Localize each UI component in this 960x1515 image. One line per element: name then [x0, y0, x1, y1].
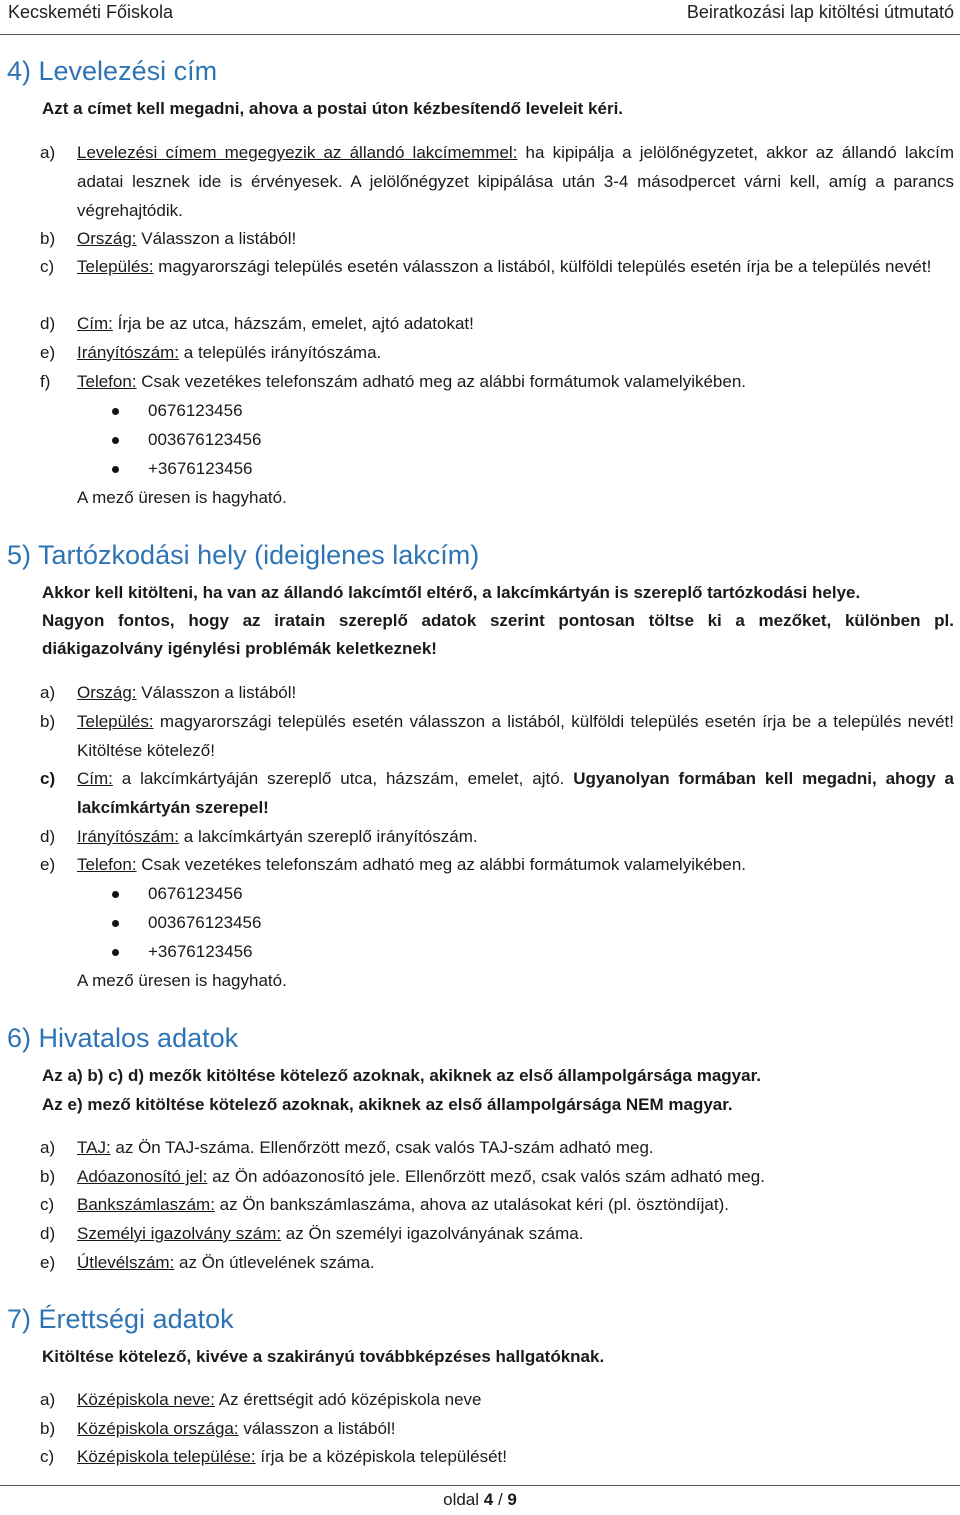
- s5-item-b: [40, 708, 954, 766]
- phone-format: 0676123456: [148, 401, 243, 420]
- bullet-icon: [112, 920, 119, 927]
- field-name: Irányítószám:: [77, 343, 180, 362]
- header-rule: [0, 34, 960, 35]
- s5-item-d: [40, 823, 954, 852]
- item-label: c): [40, 1447, 55, 1466]
- section-4-title: 4) Levelezési cím: [7, 56, 218, 86]
- field-name: Személyi igazolvány szám:: [77, 1224, 282, 1243]
- section-6-intro-2: Az e) mező kitöltése kötelező azoknak, akiknek az első állampolgársága NEM magyar.: [42, 1095, 733, 1114]
- s4-item-f: [40, 368, 954, 397]
- s4-item-c: [40, 253, 954, 282]
- phone-format: 003676123456: [148, 913, 262, 932]
- bullet-icon: [112, 891, 119, 898]
- item-label: c): [40, 1195, 55, 1214]
- field-emphasis: Ugyanolyan formában kell megadni, ahogy a lakcímkártyán szerepel!: [77, 769, 954, 817]
- field-name: Ország:: [77, 229, 137, 248]
- s6-item-b: [40, 1163, 954, 1192]
- field-name: Irányítószám:: [77, 827, 180, 846]
- page-header: [0, 0, 960, 34]
- s6-item-a: [40, 1134, 954, 1163]
- footer-rule: [0, 1485, 960, 1486]
- field-name: Középiskola országa:: [77, 1419, 239, 1438]
- s6-item-c: [40, 1191, 954, 1220]
- field-name: Település:: [77, 712, 154, 731]
- s4-item-b: [40, 225, 954, 254]
- current-page: 4: [483, 1490, 494, 1509]
- bullet-icon: [112, 437, 119, 444]
- item-label: c): [40, 769, 56, 788]
- item-label: c): [40, 257, 55, 276]
- phone-format: 0676123456: [148, 884, 243, 903]
- field-name: Levelezési címem megegyezik az állandó lakcímemmel:: [77, 143, 518, 162]
- item-label: e): [40, 855, 56, 874]
- field-desc: Válasszon a listából!: [136, 683, 297, 702]
- field-desc: írja be a középiskola települését!: [255, 1447, 507, 1466]
- s6-item-e: [40, 1249, 954, 1278]
- footer-sep: /: [493, 1490, 508, 1509]
- section-6-intro-1: Az a) b) c) d) mezők kitöltése kötelező azoknak, akiknek az első állampolgársága magyar.: [42, 1066, 761, 1085]
- item-label: d): [40, 1224, 56, 1243]
- section-4-intro: Azt a címet kell megadni, ahova a postai úton kézbesítendő leveleit kéri.: [42, 99, 624, 118]
- item-label: b): [40, 712, 56, 731]
- s5-item-c: [40, 765, 954, 823]
- field-name: Útlevélszám:: [77, 1253, 175, 1272]
- field-desc: az Ön személyi igazolványának száma.: [281, 1224, 584, 1243]
- bullet-icon: [112, 466, 119, 473]
- field-desc: az Ön útlevelének száma.: [174, 1253, 375, 1272]
- s4-item-e: [40, 339, 954, 368]
- field-name: Ország:: [77, 683, 137, 702]
- field-desc: Válasszon a listából!: [136, 229, 297, 248]
- field-desc: a lakcímkártyán szereplő irányítószám.: [179, 827, 478, 846]
- field-name: Telefon:: [77, 372, 137, 391]
- field-desc: magyarországi település esetén válasszon a listából, külföldi település esetén írja be a település nevét!: [153, 257, 932, 276]
- field-name: Középiskola települése:: [77, 1447, 256, 1466]
- field-desc: magyarországi település esetén válasszon a listából, külföldi település esetén írja be a település nevét! Kitöltése kötelező!: [77, 712, 954, 760]
- field-name: Cím:: [77, 314, 113, 333]
- field-desc: Csak vezetékes telefonszám adható meg az alábbi formátumok valamelyikében.: [136, 372, 747, 391]
- optional-note: A mező üresen is hagyható.: [77, 488, 287, 507]
- field-desc: a lakcímkártyáján szereplő utca, házszám, emelet, ajtó.: [112, 769, 574, 788]
- field-name: Adóazonosító jel:: [77, 1167, 208, 1186]
- item-label: a): [40, 143, 56, 162]
- field-name: Cím:: [77, 769, 113, 788]
- item-label: b): [40, 1419, 56, 1438]
- section-5-intro-2b: diákigazolvány igénylési problémák keletkeznek!: [42, 639, 437, 658]
- field-name: TAJ:: [77, 1138, 111, 1157]
- header-institution: Kecskeméti Főiskola: [8, 2, 174, 22]
- s5-item-e: [40, 851, 954, 880]
- field-name: Középiskola neve:: [77, 1390, 215, 1409]
- bullet-icon: [112, 408, 119, 415]
- s4-item-d: [40, 310, 954, 339]
- field-desc: az Ön TAJ-száma. Ellenőrzött mező, csak valós TAJ-szám adható meg.: [110, 1138, 654, 1157]
- s7-item-c: [40, 1443, 954, 1472]
- s4-item-a: [40, 139, 954, 225]
- item-label: a): [40, 1390, 56, 1409]
- field-name: Bankszámlaszám:: [77, 1195, 215, 1214]
- phone-format: +3676123456: [148, 942, 253, 961]
- field-desc: Csak vezetékes telefonszám adható meg az alábbi formátumok valamelyikében.: [136, 855, 747, 874]
- s5-item-a: [40, 679, 954, 708]
- field-desc: a település irányítószáma.: [179, 343, 382, 362]
- total-pages: 9: [507, 1490, 517, 1509]
- section-5-intro-2a: Nagyon fontos, hogy az iratain szereplő adatok szerint pontosan töltse ki a mezőket, különben pl.: [42, 611, 954, 630]
- field-desc: ha kipipálja a jelölőnégyzetet, akkor az állandó lakcím adatai lesznek ide is érvényesek. A jelölőnégyzet kipipálása után 3-4 másodpercet várni kell, amíg a parancs végrehajtódik.: [77, 143, 954, 220]
- section-5-intro-1: Akkor kell kitölteni, ha van az állandó lakcímtől eltérő, a lakcímkártyán is szereplő tartózkodási helye.: [42, 583, 861, 602]
- item-label: e): [40, 343, 56, 362]
- s6-item-d: [40, 1220, 954, 1249]
- field-desc: az Ön bankszámlaszáma, ahova az utalásokat kéri (pl. ösztöndíjat).: [214, 1195, 729, 1214]
- item-label: a): [40, 1138, 56, 1157]
- phone-format: 003676123456: [148, 430, 262, 449]
- item-label: b): [40, 1167, 56, 1186]
- bullet-icon: [112, 949, 119, 956]
- item-label: a): [40, 683, 56, 702]
- item-label: f): [40, 372, 51, 391]
- item-label: d): [40, 314, 56, 333]
- s7-item-a: [40, 1386, 954, 1415]
- optional-note: A mező üresen is hagyható.: [77, 971, 287, 990]
- footer-prefix: oldal: [443, 1490, 484, 1509]
- section-5-title: 5) Tartózkodási hely (ideiglenes lakcím): [7, 540, 480, 570]
- section-7-title: 7) Érettségi adatok: [7, 1304, 234, 1334]
- header-document-title: Beiratkozási lap kitöltési útmutató: [686, 2, 954, 22]
- s7-item-b: [40, 1415, 954, 1444]
- item-label: d): [40, 827, 56, 846]
- page-footer: [0, 1490, 960, 1510]
- section-6-title: 6) Hivatalos adatok: [7, 1023, 239, 1053]
- field-desc: Az érettségit adó középiskola neve: [214, 1390, 482, 1409]
- item-label: e): [40, 1253, 56, 1272]
- field-desc: az Ön adóazonosító jele. Ellenőrzött mező, csak valós szám adható meg.: [207, 1167, 765, 1186]
- item-label: b): [40, 229, 56, 248]
- field-desc: válasszon a listából!: [238, 1419, 396, 1438]
- phone-format: +3676123456: [148, 459, 253, 478]
- field-name: Telefon:: [77, 855, 137, 874]
- field-desc: Írja be az utca, házszám, emelet, ajtó adatokat!: [112, 314, 474, 333]
- field-name: Település:: [77, 257, 154, 276]
- section-7-intro: Kitöltése kötelező, kivéve a szakirányú továbbképzéses hallgatóknak.: [42, 1347, 605, 1366]
